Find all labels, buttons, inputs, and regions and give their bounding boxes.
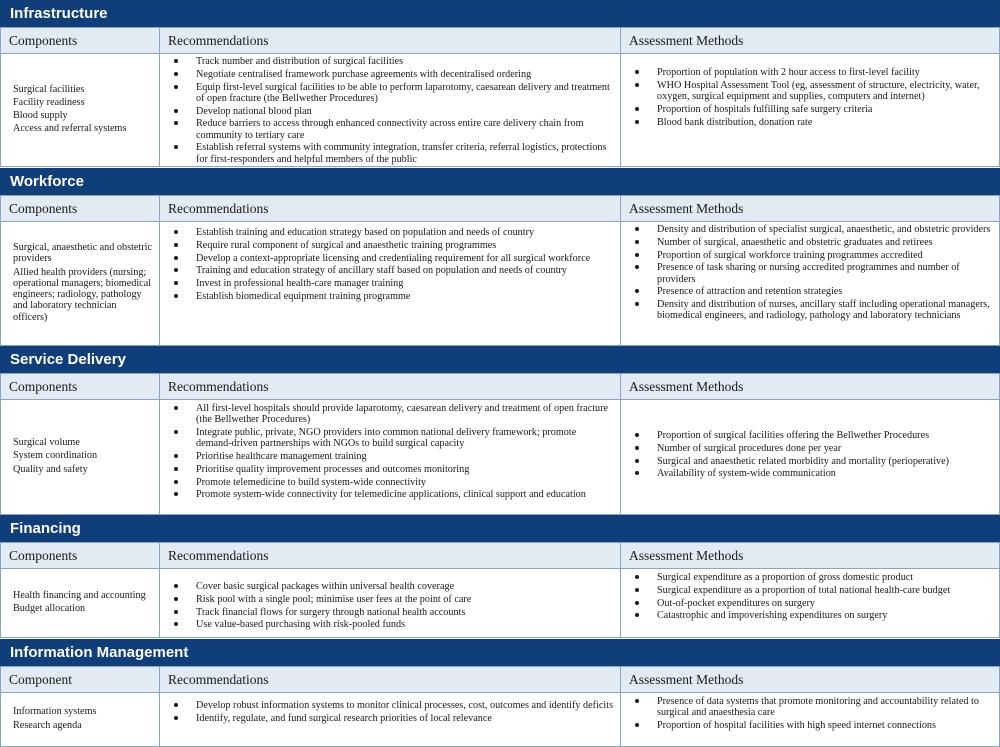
section-information-management (0, 639, 1000, 747)
component-item: Blood supply (13, 110, 68, 121)
list-item: Density and distribution of specialist surgical, anaesthetic, and obstetric providers (621, 224, 993, 235)
components-list (13, 569, 153, 637)
assessment-list (621, 572, 993, 637)
column-header: Components (0, 196, 159, 221)
assessment-cell (620, 54, 1000, 166)
components-cell (0, 569, 159, 637)
components-cell (0, 222, 159, 345)
list-item: Blood bank distribution, donation rate (621, 117, 993, 128)
components-list (13, 222, 153, 345)
assessment-list (621, 224, 993, 345)
list-item: Reduce barriers to access through enhanced connectivity across entire care delivery chain from community to tertiary care (160, 118, 614, 140)
components-list (13, 400, 153, 514)
section-workforce (0, 168, 1000, 346)
list-item: Prioritise quality improvement processes and outcomes monitoring (160, 464, 614, 475)
column-header-row (0, 373, 1000, 400)
section-financing (0, 515, 1000, 638)
assessment-cell (620, 693, 1000, 746)
assessment-list (621, 430, 993, 514)
recommendations-list (160, 581, 614, 637)
column-header-row (0, 542, 1000, 569)
assessment-cell (620, 569, 1000, 637)
list-item: Training and education strategy of ancillary staff based on population and needs of country (160, 265, 614, 276)
section-title: Information Management (0, 639, 1000, 666)
list-item: Presence of attraction and retention strategies (621, 286, 993, 297)
recommendations-list (160, 700, 614, 746)
list-item: Identify, regulate, and fund surgical research priorities of local relevance (160, 713, 614, 724)
component-item: Health financing and accounting (13, 589, 146, 601)
list-item: Develop robust information systems to monitor clinical processes, cost, outcomes and identify deficits (160, 700, 614, 711)
list-item: Proportion of hospitals fulfilling safe surgery criteria (621, 104, 993, 115)
section-service-delivery (0, 346, 1000, 515)
component-item: Budget allocation (13, 603, 86, 614)
list-item: WHO Hospital Assessment Tool (eg, assessment of structure, electricity, water, oxygen, surgical equipment and supplies, computers and internet) (621, 80, 993, 102)
column-header: Recommendations (159, 667, 620, 692)
list-item: Equip first-level surgical facilities to be able to perform laparotomy, caesarean delivery and treatment of open fracture (the Bellwether Procedures) (160, 82, 614, 104)
list-item: Availability of system-wide communication (621, 468, 993, 479)
list-item: Establish biomedical equipment training programme (160, 291, 614, 302)
column-header: Components (0, 374, 159, 399)
section-title: Infrastructure (0, 0, 1000, 27)
list-item: Track number and distribution of surgical facilities (160, 56, 614, 67)
assessment-cell (620, 400, 1000, 514)
list-item: Presence of data systems that promote monitoring and accountability related to surgical and anaesthesia care (621, 696, 993, 718)
column-header-row (0, 27, 1000, 54)
components-cell (0, 54, 159, 166)
list-item: Develop a context-appropriate licensing and credentialing requirement for all surgical workforce (160, 253, 614, 264)
list-item: Develop national blood plan (160, 106, 614, 117)
component-item: Access and referral systems (13, 123, 127, 135)
components-list (13, 693, 153, 746)
list-item: Use value-based purchasing with risk-pooled funds (160, 619, 614, 630)
column-header: Assessment Methods (620, 374, 1000, 399)
assessment-list (621, 67, 993, 166)
list-item: Number of surgical procedures done per year (621, 443, 993, 454)
list-item: Proportion of surgical workforce training programmes accredited (621, 250, 993, 261)
list-item: Density and distribution of nurses, ancillary staff including operational managers, biomedical engineers, and radiology, pathology and laboratory technicians (621, 299, 993, 321)
table-row (0, 54, 1000, 167)
list-item: Surgical expenditure as a proportion of total national health-care budget (621, 585, 993, 596)
list-item: Track financial flows for surgery through national health accounts (160, 607, 614, 618)
list-item: Risk pool with a single pool; minimise user fees at the point of care (160, 594, 614, 605)
list-item: Integrate public, private, NGO providers into common national delivery framework; promote demand-driven partnerships with NGOs to build surgical capacity (160, 427, 614, 449)
list-item: Proportion of surgical facilities offering the Bellwether Procedures (621, 430, 993, 441)
component-item: Quality and safety (13, 463, 88, 475)
table-row (0, 400, 1000, 515)
recommendations-list (160, 56, 614, 166)
components-cell (0, 400, 159, 514)
column-header: Recommendations (159, 196, 620, 221)
list-item: Surgical and anaesthetic related morbidity and mortality (perioperative) (621, 456, 993, 467)
recommendations-cell (159, 693, 620, 746)
components-cell (0, 693, 159, 746)
section-title: Workforce (0, 168, 1000, 195)
list-item: Establish training and education strategy based on population and needs of country (160, 227, 614, 238)
column-header: Components (0, 28, 159, 53)
list-item: All first-level hospitals should provide laparotomy, caesarean delivery and treatment of open fracture (the Bellwether Procedures) (160, 403, 614, 425)
column-header-row (0, 195, 1000, 222)
column-header: Assessment Methods (620, 196, 1000, 221)
components-list (13, 54, 153, 166)
section-infrastructure (0, 0, 1000, 167)
recommendations-cell (159, 54, 620, 166)
list-item: Cover basic surgical packages within universal health coverage (160, 581, 614, 592)
list-item: Out-of-pocket expenditures on surgery (621, 598, 993, 609)
recommendations-list (160, 227, 614, 345)
list-item: Proportion of population with 2 hour access to first-level facility (621, 67, 993, 78)
section-title: Financing (0, 515, 1000, 542)
component-item: Allied health providers (nursing; operational managers; biomedical engineers; radiology, pathology and laboratory technician officers) (13, 266, 152, 323)
recommendations-list (160, 403, 614, 514)
component-item: Surgical facilities (13, 83, 85, 95)
column-header: Recommendations (159, 374, 620, 399)
list-item: Establish referral systems with community integration, transfer criteria, referral logistics, protections for first-responders and helpful members of the public (160, 142, 614, 164)
column-header: Assessment Methods (620, 543, 1000, 568)
component-item: Research agenda (13, 719, 82, 731)
list-item: Surgical expenditure as a proportion of gross domestic product (621, 572, 993, 583)
component-item: Information systems (13, 706, 97, 718)
column-header: Assessment Methods (620, 28, 1000, 53)
column-header: Recommendations (159, 543, 620, 568)
list-item: Promote telemedicine to build system-wide connectivity (160, 477, 614, 488)
component-item: Surgical volume (13, 437, 80, 449)
recommendations-cell (159, 569, 620, 637)
table-row (0, 222, 1000, 346)
list-item: Proportion of hospital facilities with high speed internet connections (621, 720, 993, 731)
column-header: Components (0, 543, 159, 568)
column-header-row (0, 666, 1000, 693)
assessment-cell (620, 222, 1000, 345)
component-item: Facility readiness (13, 96, 85, 108)
assessment-list (621, 696, 993, 746)
column-header: Component (0, 667, 159, 692)
section-title: Service Delivery (0, 346, 1000, 373)
list-item: Invest in professional health-care manager training (160, 278, 614, 289)
component-item: Surgical, anaesthetic and obstetric providers (13, 242, 152, 265)
column-header: Recommendations (159, 28, 620, 53)
recommendations-cell (159, 400, 620, 514)
table-row (0, 569, 1000, 638)
list-item: Catastrophic and impoverishing expenditures on surgery (621, 610, 993, 621)
recommendations-cell (159, 222, 620, 345)
column-header: Assessment Methods (620, 667, 1000, 692)
list-item: Promote system-wide connectivity for telemedicine applications, clinical support and education (160, 489, 614, 500)
component-item: System coordination (13, 450, 98, 462)
list-item: Prioritise healthcare management training (160, 451, 614, 462)
list-item: Number of surgical, anaesthetic and obstetric graduates and retirees (621, 237, 993, 248)
list-item: Negotiate centralised framework purchase agreements with decentralised ordering (160, 69, 614, 80)
list-item: Presence of task sharing or nursing accredited programmes and number of providers (621, 262, 993, 284)
table-row (0, 693, 1000, 747)
list-item: Require rural component of surgical and anaesthetic training programmes (160, 240, 614, 251)
